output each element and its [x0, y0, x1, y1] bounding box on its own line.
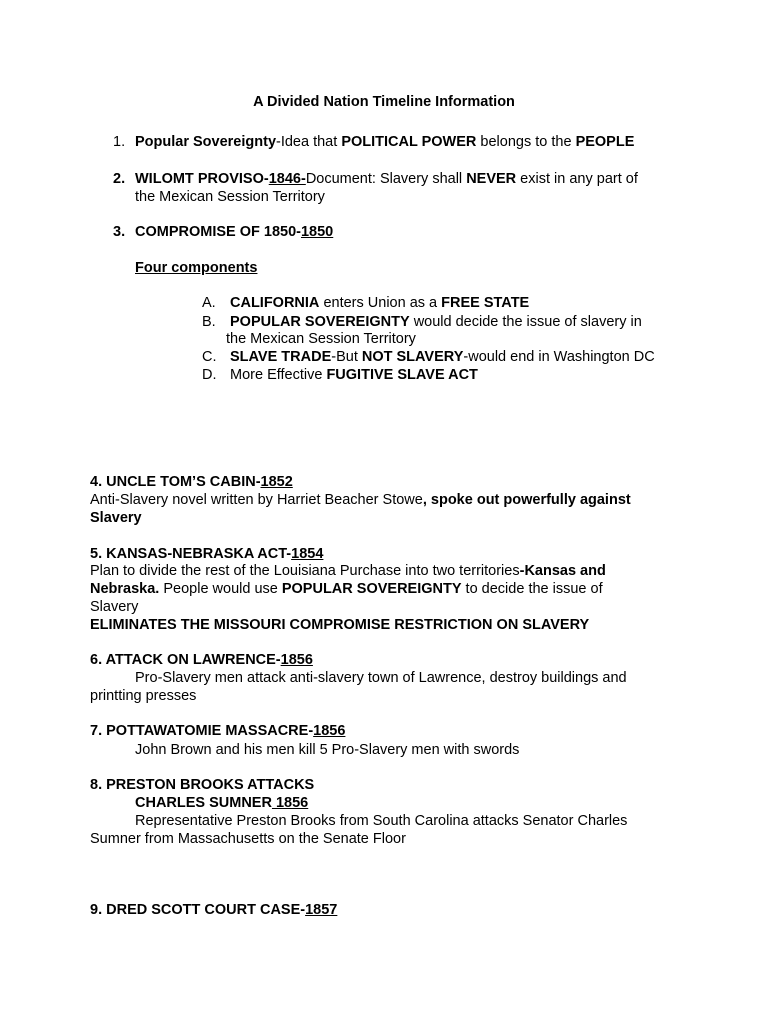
component-c-letter: C.	[202, 349, 217, 365]
item-8-heading: 8. PRESTON BROOKS ATTACKS	[90, 777, 315, 793]
item-8-text: Representative Preston Brooks from South Carolina attacks Senator Charles	[135, 813, 628, 829]
component-d-letter: D.	[202, 367, 217, 383]
component-d-text: More Effective FUGITIVE SLAVE ACT	[230, 367, 478, 383]
component-a-text: CALIFORNIA enters Union as a FREE STATE	[230, 295, 530, 311]
item-6-text: Pro-Slavery men attack anti-slavery town of Lawrence, destroy buildings and	[135, 670, 627, 686]
item-5-text: Plan to divide the rest of the Louisiana Purchase into two territories-Kansas and	[90, 563, 606, 579]
item-5-text-cont-2: Slavery	[90, 599, 139, 615]
item-4-text-cont: Slavery	[90, 510, 142, 526]
item-6-heading: 6. ATTACK ON LAWRENCE-1856	[90, 652, 313, 668]
item-8-text-cont: Sumner from Massachusetts on the Senate Floor	[90, 831, 406, 847]
component-b-text-cont: the Mexican Session Territory	[226, 331, 416, 347]
item-7-heading: 7. POTTAWATOMIE MASSACRE-1856	[90, 723, 346, 739]
item-5-eliminates: ELIMINATES THE MISSOURI COMPROMISE RESTRICTION ON SLAVERY	[90, 617, 590, 633]
item-4-text: Anti-Slavery novel written by Harriet Beacher Stowe, spoke out powerfully against	[90, 492, 631, 508]
item-3-text: COMPROMISE OF 1850-1850	[135, 224, 334, 240]
item-1-number: 1.	[113, 134, 126, 150]
item-2-number: 2.	[113, 171, 126, 187]
item-5-heading: 5. KANSAS-NEBRASKA ACT-1854	[90, 546, 324, 562]
item-1-text: Popular Sovereignty-Idea that POLITICAL POWER belongs to the PEOPLE	[135, 134, 635, 150]
item-3-number: 3.	[113, 224, 126, 240]
item-2-text-cont: the Mexican Session Territory	[135, 189, 325, 205]
item-5-text-cont: Nebraska. People would use POPULAR SOVEREIGNTY to decide the issue of	[90, 581, 603, 597]
four-components-heading: Four components	[135, 260, 258, 276]
item-9-heading: 9. DRED SCOTT COURT CASE-1857	[90, 902, 338, 918]
item-6-text-cont: printting presses	[90, 688, 197, 704]
item-4-heading: 4. UNCLE TOM’S CABIN-1852	[90, 474, 293, 490]
component-c-text: SLAVE TRADE-But NOT SLAVERY-would end in Washington DC	[230, 349, 655, 365]
component-b-text: POPULAR SOVEREIGNTY would decide the issue of slavery in	[230, 314, 642, 330]
document-title: A Divided Nation Timeline Information	[253, 94, 515, 110]
item-2-text: WILOMT PROVISO-1846-Document: Slavery shall NEVER exist in any part of	[135, 171, 638, 187]
item-8-heading-cont: CHARLES SUMNER 1856	[135, 795, 309, 811]
item-7-text: John Brown and his men kill 5 Pro-Slavery men with swords	[135, 742, 520, 758]
component-b-letter: B.	[202, 314, 216, 330]
component-a-letter: A.	[202, 295, 216, 311]
